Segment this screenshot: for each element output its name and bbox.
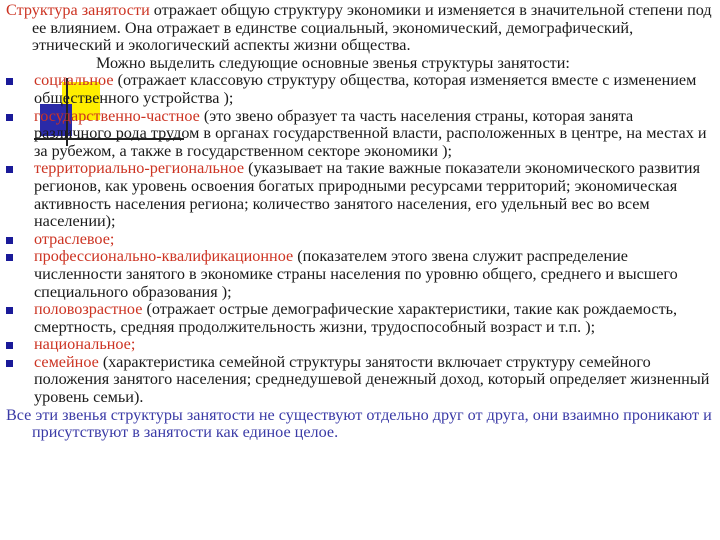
item-term: половозрастное [34, 300, 143, 319]
closing-paragraph: Все эти звенья структуры занятости не существуют отдельно друг от друга, они взаимно проникают и присутствуют в занятости как единое целое. [6, 405, 712, 442]
list-item [6, 108, 714, 161]
item-term: семейное [34, 352, 99, 371]
list-item [6, 354, 714, 407]
item-description: (характеристика семейной структуры занятости включает структуру семейного положения занятого населения; среднедушевой денежный доход, который определяет жизненный уровень семьи). [34, 352, 710, 407]
list-item [6, 336, 714, 354]
square-bullet-icon [6, 78, 13, 85]
list-item [6, 72, 714, 107]
slide-body [6, 2, 714, 442]
intro-paragraph [6, 2, 714, 55]
item-description: (отражает классовую структуру общества, которая изменяется вместе с изменением общественного устройства ); [34, 71, 697, 107]
structure-list [6, 72, 714, 406]
intro-highlight: Структура занятости [6, 1, 150, 19]
list-item [6, 248, 714, 301]
square-bullet-icon [6, 254, 13, 261]
item-description: (это звено образует та часть населения страны, которая занята различного рода трудом в органах государственной власти, расположенных в центре, на местах и за рубежом, а также в государственном секторе экономики ); [34, 106, 707, 160]
list-item [6, 160, 714, 230]
item-term: национальное; [34, 335, 136, 354]
list-item [6, 231, 714, 249]
item-term: территориально-региональное [34, 159, 245, 178]
square-bullet-icon [6, 114, 13, 121]
square-bullet-icon [6, 342, 13, 349]
item-description: (показателем этого звена служит распределение численности занятого в экономике страны населения по уровню общего, среднего и высшего специального образования ); [34, 247, 678, 301]
list-heading: Можно выделить следующие основные звенья структуры занятости: [96, 53, 570, 72]
item-term: государственно-частное [34, 106, 200, 125]
square-bullet-icon [6, 360, 13, 367]
item-term: социальное [34, 71, 114, 90]
item-description: (указывает на такие важные показатели экономического развития регионов, как уровень освоения богатых природными ресурсами территорий; экономическая активность населения региона; количество занятого населения, его удельный вес во всем населении); [34, 159, 701, 231]
square-bullet-icon [6, 307, 13, 314]
list-item [6, 301, 714, 336]
item-description: (отражает острые демографические характеристики, такие как рождаемость, смертность, средняя продолжительность жизни, трудоспособный возраст и т.п. ); [34, 300, 678, 336]
item-term: профессионально-квалификационное [34, 247, 294, 266]
square-bullet-icon [6, 237, 13, 244]
intro-text: отражает общую структуру экономики и изменяется в значительной степени под ее влиянием. Она отражает в единстве социальный, экономический, демографический, этнический и экологический аспекты жизни общества. [32, 1, 712, 55]
square-bullet-icon [6, 166, 13, 173]
item-term: отраслевое; [34, 229, 115, 248]
